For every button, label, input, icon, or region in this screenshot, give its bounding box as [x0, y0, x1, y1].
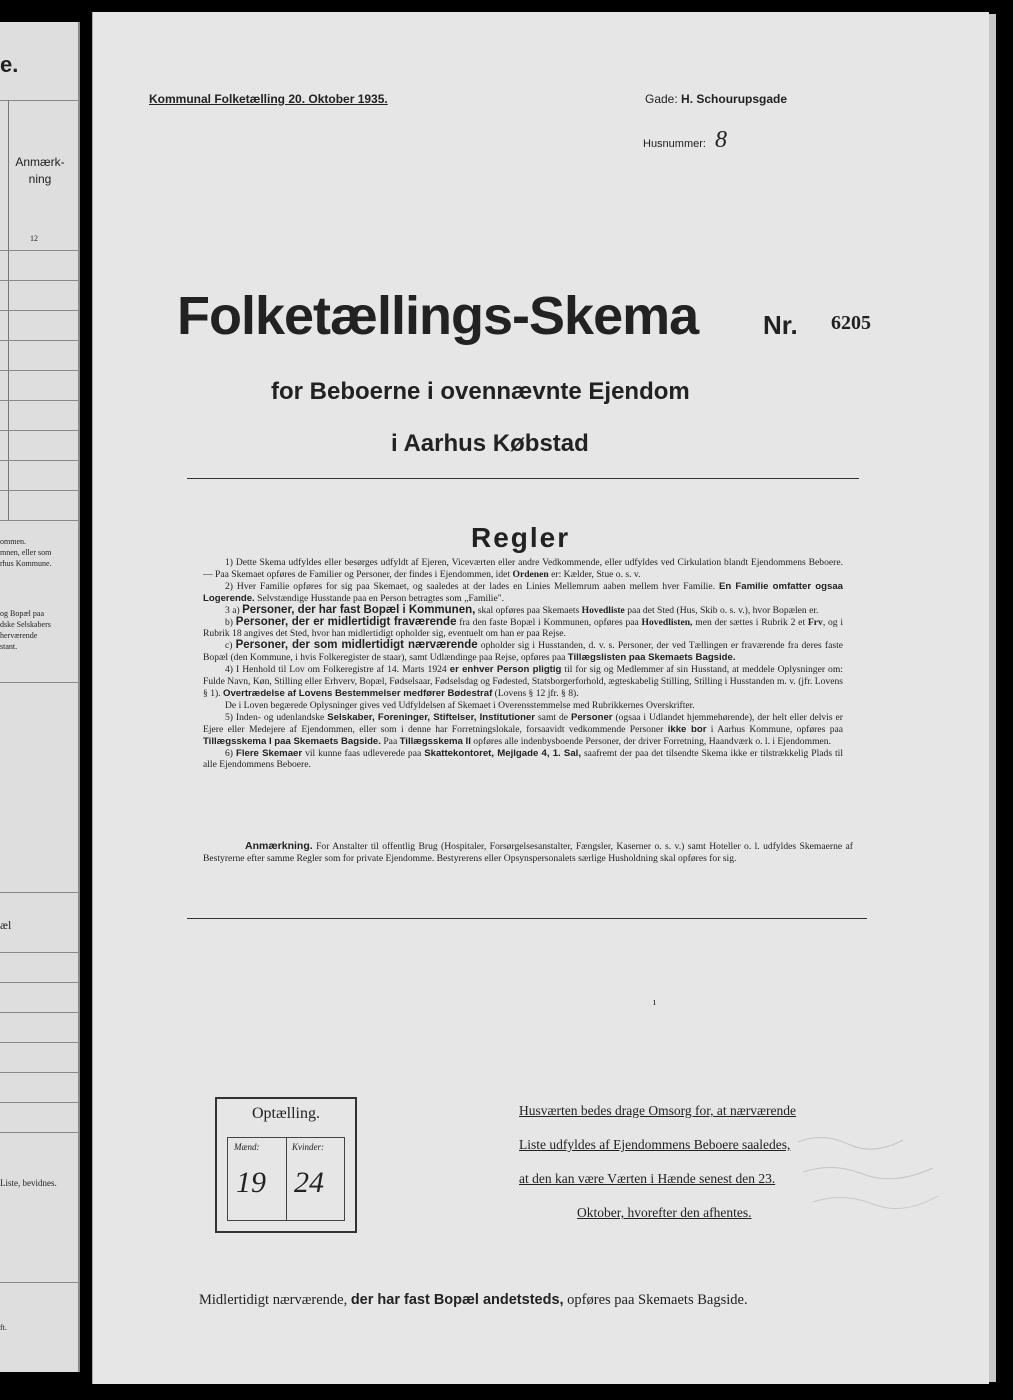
footer-note [199, 1292, 748, 1309]
house-number-field [643, 127, 727, 154]
left-rule [0, 310, 78, 311]
left-rule [0, 892, 78, 893]
left-rule [0, 490, 78, 491]
rule-2: 2) Hver Familie opføres for sig paa Skemaet, og saaledes at der lades en Linies Mellemrum aaben mellem hver Familie. En Familie omfatter ogsaa Logerende. Selvstændige Husstande paa en Person betragtes som „Familie". [203, 580, 843, 604]
bleed-through-handwriting [793, 1122, 943, 1232]
tally-box [215, 1097, 357, 1233]
left-column-header: Anmærk-ning [15, 155, 65, 186]
left-rule [0, 250, 78, 251]
house-number-label: Husnummer: [643, 138, 706, 150]
tally-divider [286, 1138, 287, 1220]
left-fragment: og Bopæl paa [0, 609, 44, 618]
remark-text: For Anstalter til offentlig Brug (Hospitaler, Forsørgelsesanstalter, Fængsler, Kaserner o. s. v.) samt Hoteller o. l. udfyldes Skemaerne af Bestyrerne efter samme Regler som for private Ejendomme. Bestyrerens eller Opsynspersonalets særlige Husholdning skal opføres for sig. [203, 841, 853, 864]
rule-5: 5) Inden- og udenlandske Selskaber, Foreninger, Stiftelser, Institutioner samt de Personer (ogsaa i Udlandet hjemmehørende), der helt eller delvis er Ejere eller Medejere af Ejendommen, eller som i denne har Forretningslokale, forsaavidt vedkommende Personer ikke bor i Aarhus Kommune, opføres paa Tillægsskema I paa Skemaets Bagside. Paa Tillægsskema II opføres alle indenbysboende Personer, der driver Forretning, Haandværk o. l. i Ejendommen. [203, 711, 844, 747]
left-column-number: 12 [30, 234, 38, 243]
women-label: Kvinder: [292, 1142, 324, 1152]
notice-line: Husværten bedes drage Omsorg for, at nærværende [519, 1103, 797, 1118]
rule-6: 6) Flere Skemaer vil kunne faas udleverede paa Skattekontoret, Mejlgade 4, 1. Sal, saafremt der paa det tilsendte Skema ikke er tilstrækkelig Plads til alle Ejendommens Beboere. [203, 747, 844, 771]
women-count: 24 [294, 1166, 324, 1199]
census-form-page [92, 12, 989, 1384]
rules-heading: Regler [471, 522, 571, 553]
left-rule [0, 100, 78, 101]
divider [187, 918, 867, 919]
left-rule [0, 682, 78, 683]
left-rule [0, 1072, 78, 1073]
ink-mark: ı [653, 997, 656, 1008]
left-fragment: herværende [0, 631, 38, 640]
street-field [645, 92, 787, 106]
rule-1: 1) Dette Skema udfyldes eller besørges udfyldt af Ejeren, Viceværten eller andre Vedkommende, eller udfyldes ved Cirkulation blandt Ejendommens Beboere. — Paa Skemaet opføres de Familier og Personer, der findes i Ejendommen, idet Ordenen er: Kælder, Stue o. s. v. [203, 557, 843, 580]
left-rule [0, 460, 78, 461]
footer-text: opføres paa Skemaets Bagside. [567, 1292, 748, 1308]
street-label: Gade: [645, 92, 678, 106]
left-rule [0, 1042, 78, 1043]
men-count: 19 [236, 1166, 266, 1199]
left-rule [0, 520, 78, 521]
left-fragment-liste: Liste, bevidnes. [0, 1178, 57, 1188]
left-page-fragment [0, 22, 80, 1372]
rule-4: 4) I Henhold til Lov om Folkeregistre af 14. Marts 1924 er enhver Person pligtig til for sig og Medlemmer af sin Husstand, at meddele Oplysninger om: Fulde Navn, Køn, Stilling eller Erhverv, Bopæl, Fødselsaar, Fødselsdag og Fødested, Statsborgerforhold, ægteskabelig Stilling, Stilling i Husstanden m. v. (jfr. Lovens § 1). Overtrædelse af Lovens Bestemmelser medfører Bødestraf (Lovens § 12 jfr. § 8). [203, 664, 843, 699]
form-subtitle: for Beboerne i ovennævnte Ejendom [271, 378, 690, 405]
left-fragment-ft: ft. [0, 1323, 7, 1332]
left-rule [0, 952, 78, 953]
left-page-header: e. [0, 52, 19, 77]
street-value: H. Schourupsgade [681, 92, 788, 106]
remark-label: Anmærkning. [245, 840, 313, 852]
left-rule [0, 430, 78, 431]
footer-bold-text: der har fast Bopæl andetsteds, [350, 1292, 564, 1308]
left-rule [0, 982, 78, 983]
left-rule [0, 1132, 78, 1133]
tally-title: Optælling. [251, 1105, 320, 1122]
rules-text [203, 557, 843, 771]
left-rule [0, 280, 78, 281]
footer-text: Midlertidigt nærværende, [199, 1292, 348, 1308]
left-rule [0, 1012, 78, 1013]
rule-3b: b) Personer, der er midlertidigt fraværende fra den faste Bopæl i Kommunen, opføres paa Hovedlisten, men der sættes i Rubrik 2 et Frv, og i Rubrik 18 angives det Sted, hvor han midlertidigt opholder sig, eventuelt om han er paa Rejse. [203, 615, 844, 640]
left-fragment: rhus Kommune. [0, 559, 52, 568]
left-rule [0, 340, 78, 341]
notice-line: at den kan være Værten i Hænde senest den 23. [519, 1171, 776, 1186]
house-number-value: 8 [715, 127, 728, 153]
form-number-value: 6205 [831, 312, 871, 334]
left-fragment: ommen. [0, 537, 26, 546]
census-header: Kommunal Folketælling 20. Oktober 1935. [149, 92, 388, 106]
left-fragment-ael: æl [0, 918, 12, 932]
left-fragment: dske Selskabers [0, 620, 51, 629]
notice-line: Liste udfyldes af Ejendommens Beboere saaledes, [519, 1137, 791, 1152]
remark-section [203, 840, 853, 865]
form-subtitle-city: i Aarhus Købstad [391, 430, 589, 457]
rule-3a: 3 a) Personer, der har fast Bopæl i Kommunen, skal opføres paa Skemaets Hovedliste paa det Sted (Hus, Skib o. s. v.), hvor Bopælen er. [225, 603, 819, 616]
form-title: Folketællings-Skema [177, 286, 699, 346]
tally-grid [227, 1137, 345, 1221]
left-rule [0, 400, 78, 401]
rule-3c: c) Personer, der som midlertidigt nærværende opholder sig i Husstanden, d. v. s. Personer, der ved Tællingen er fraværende fra deres faste Bopæl (den Kommune, i hvis Folkeregister de staar), samt Udlændinge paa Rejse, opføres paa Tillægslisten paa Skemaets Bagside. [203, 639, 844, 664]
left-rule [0, 1282, 78, 1283]
left-rule [0, 370, 78, 371]
men-label: Mænd: [234, 1142, 260, 1152]
left-fragment: mnen, eller som [0, 548, 52, 557]
form-number-label: Nr. [763, 310, 798, 340]
rule-4-note: De i Loven begærede Oplysninger gives ved Udfyldelsen af Skemaet i Overensstemmelse med Rubrikkernes Overskrifter. [225, 699, 695, 711]
left-fragment: stant. [0, 642, 18, 651]
notice-line: Oktober, hvorefter den afhentes. [577, 1205, 752, 1220]
left-rule [0, 1102, 78, 1103]
divider [187, 478, 859, 479]
